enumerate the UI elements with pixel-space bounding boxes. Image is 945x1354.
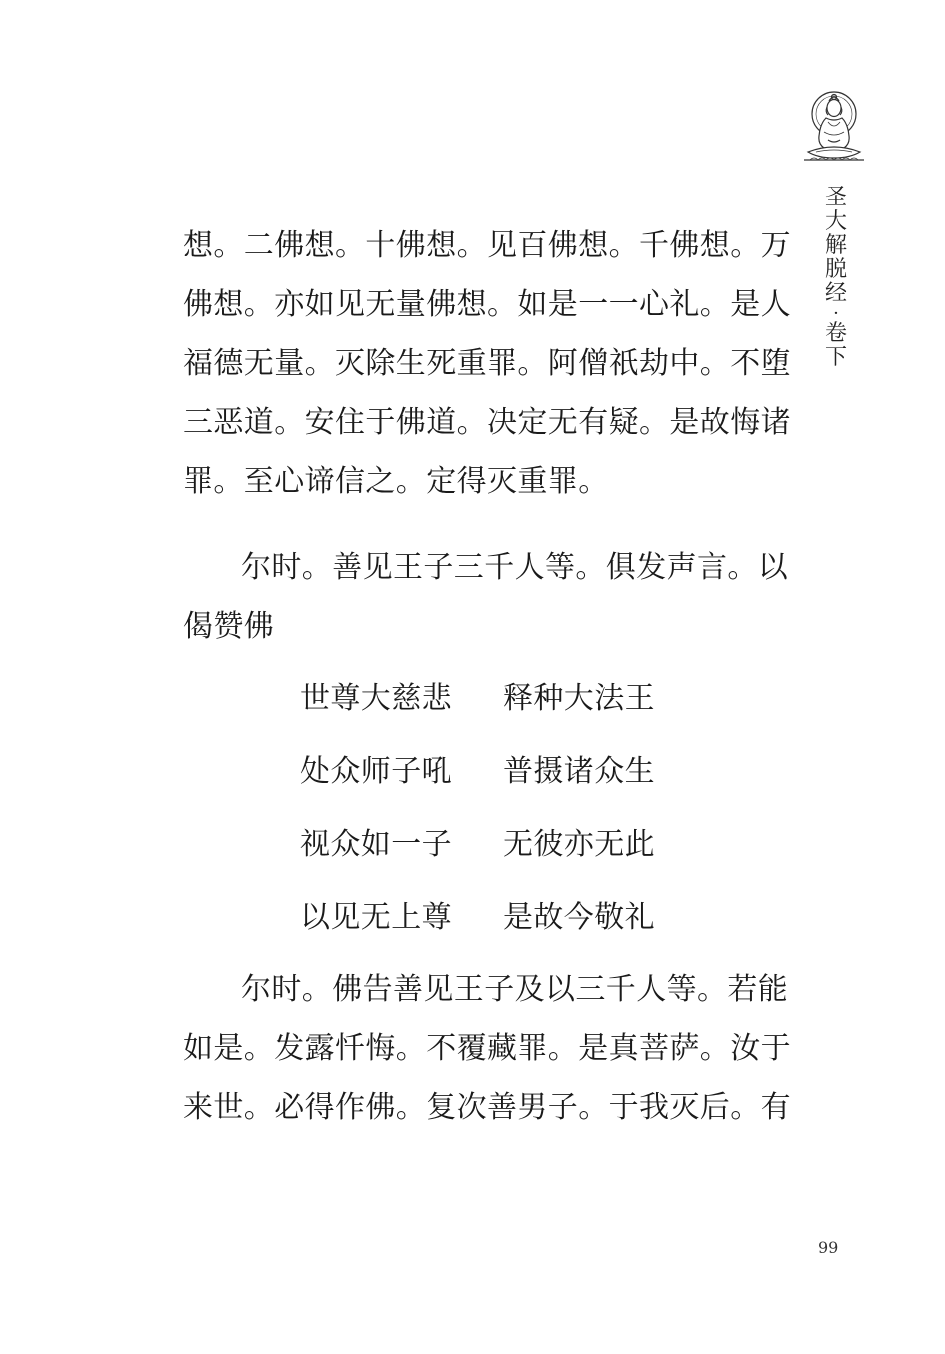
- running-head: [816, 186, 856, 370]
- paragraph-1: [183, 216, 791, 511]
- text-line: 如是。发露忏悔。不覆藏罪。是真菩萨。汝于: [183, 1031, 791, 1066]
- text-line: 尔时。佛告善见王子及以三千人等。若能: [241, 972, 789, 1007]
- verse-half: 以见无上尊: [300, 900, 452, 935]
- running-head-char: 大: [824, 209, 847, 234]
- verse-half: 释种大法王: [503, 681, 655, 716]
- text-line: 来世。必得作佛。复次善男子。于我灭后。有: [183, 1090, 791, 1125]
- running-head-char: 解: [824, 233, 847, 258]
- text-line: 偈赞佛: [183, 609, 275, 644]
- text-line: 佛想。亦如见无量佛想。如是一一心礼。是人: [183, 287, 791, 322]
- verse-line: [183, 662, 783, 735]
- paragraph-3: [183, 960, 791, 1137]
- seated-buddha-icon: [798, 88, 870, 168]
- text-line: 三恶道。安住于佛道。决定无有疑。是故悔诸: [183, 405, 791, 440]
- verse-line: [183, 881, 783, 954]
- running-head-char: 卷: [824, 321, 847, 346]
- text-line: 罪。至心谛信之。定得灭重罪。: [183, 464, 609, 499]
- text-line: 想。二佛想。十佛想。见百佛想。千佛想。万: [183, 228, 791, 263]
- text-line: 福德无量。灭除生死重罪。阿僧祇劫中。不堕: [183, 346, 791, 381]
- running-head-char: 圣: [824, 185, 847, 210]
- running-head-separator: ·: [833, 303, 839, 324]
- paragraph-2: [183, 538, 789, 656]
- verse-half: 世尊大慈悲: [300, 681, 452, 716]
- running-head-char: 脱: [824, 257, 847, 282]
- verse-half: 处众师子吼: [300, 754, 452, 789]
- text-line: 尔时。善见王子三千人等。俱发声言。以: [241, 550, 789, 585]
- verse-line: [183, 808, 783, 881]
- verse-half: 是故今敬礼: [503, 900, 655, 935]
- running-head-char: 经: [824, 281, 847, 306]
- verse-line: [183, 735, 783, 808]
- verse-half: 视众如一子: [300, 827, 452, 862]
- verse-half: 无彼亦无此: [503, 827, 655, 862]
- running-head-char: 下: [824, 345, 847, 370]
- verse-block: [183, 662, 783, 954]
- page-number: 99: [818, 1238, 839, 1257]
- main-text: [183, 216, 791, 1137]
- verse-half: 普摄诸众生: [503, 754, 655, 789]
